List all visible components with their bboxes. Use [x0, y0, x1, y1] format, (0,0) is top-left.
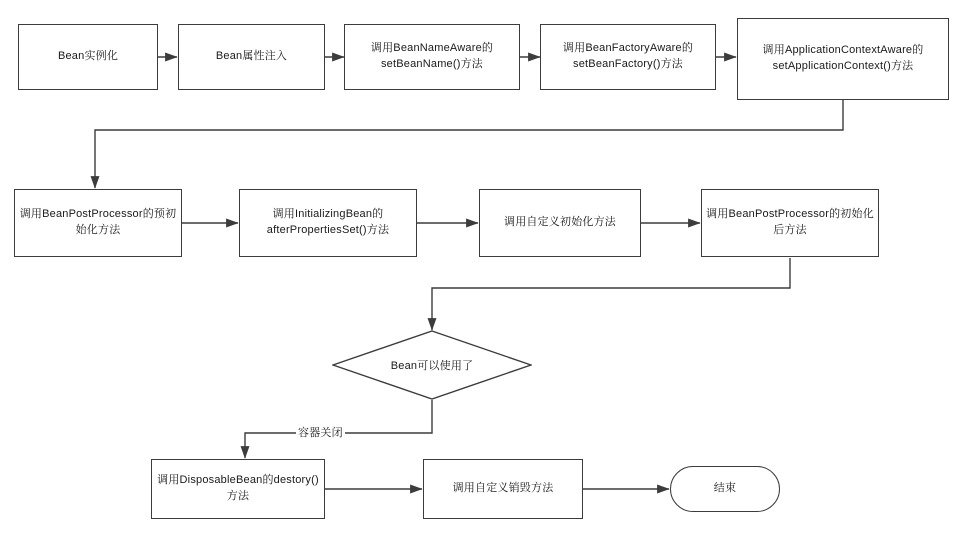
node-bean-name-aware[interactable] — [344, 24, 520, 90]
node-label: 调用BeanFactoryAware的setBeanFactory()方法 — [562, 42, 694, 70]
edge-label-container-shutdown — [296, 424, 345, 440]
node-label: 调用自定义销毁方法 — [452, 482, 554, 495]
edge-n5-n6 — [95, 100, 843, 188]
node-bean-post-processor-before[interactable] — [14, 189, 182, 257]
node-bean-post-processor-after[interactable] — [701, 189, 879, 257]
node-application-context-aware[interactable] — [737, 18, 949, 100]
node-label: 调用ApplicationContextAware的setApplicationContext()方法 — [762, 44, 924, 72]
node-custom-destroy-method[interactable] — [423, 459, 583, 519]
edge-label-text: 容器关闭 — [298, 427, 343, 439]
node-end[interactable] — [670, 466, 780, 512]
node-label: Bean可以使用了 — [390, 360, 474, 372]
node-label: 调用BeanNameAware的setBeanName()方法 — [370, 42, 494, 70]
node-initializing-bean[interactable] — [239, 189, 417, 257]
node-bean-instantiation[interactable] — [18, 24, 158, 90]
node-label: 结束 — [713, 482, 737, 495]
node-bean-ready-decision[interactable] — [332, 330, 532, 400]
node-label: Bean属性注入 — [215, 50, 288, 63]
node-bean-factory-aware[interactable] — [540, 24, 716, 90]
node-label: Bean实例化 — [57, 50, 119, 63]
node-custom-init-method[interactable] — [479, 189, 641, 257]
edge-n9-n10 — [432, 258, 790, 330]
node-label: 调用BeanPostProcessor的预初始化方法 — [19, 208, 177, 236]
node-bean-property-injection[interactable] — [178, 24, 325, 90]
node-label: 调用BeanPostProcessor的初始化后方法 — [706, 208, 874, 236]
node-label: 调用InitializingBean的afterPropertiesSet()方法 — [266, 208, 390, 236]
node-label: 调用DisposableBean的destory()方法 — [157, 474, 319, 502]
node-label: 调用自定义初始化方法 — [504, 216, 616, 229]
node-disposable-bean[interactable] — [151, 459, 325, 519]
